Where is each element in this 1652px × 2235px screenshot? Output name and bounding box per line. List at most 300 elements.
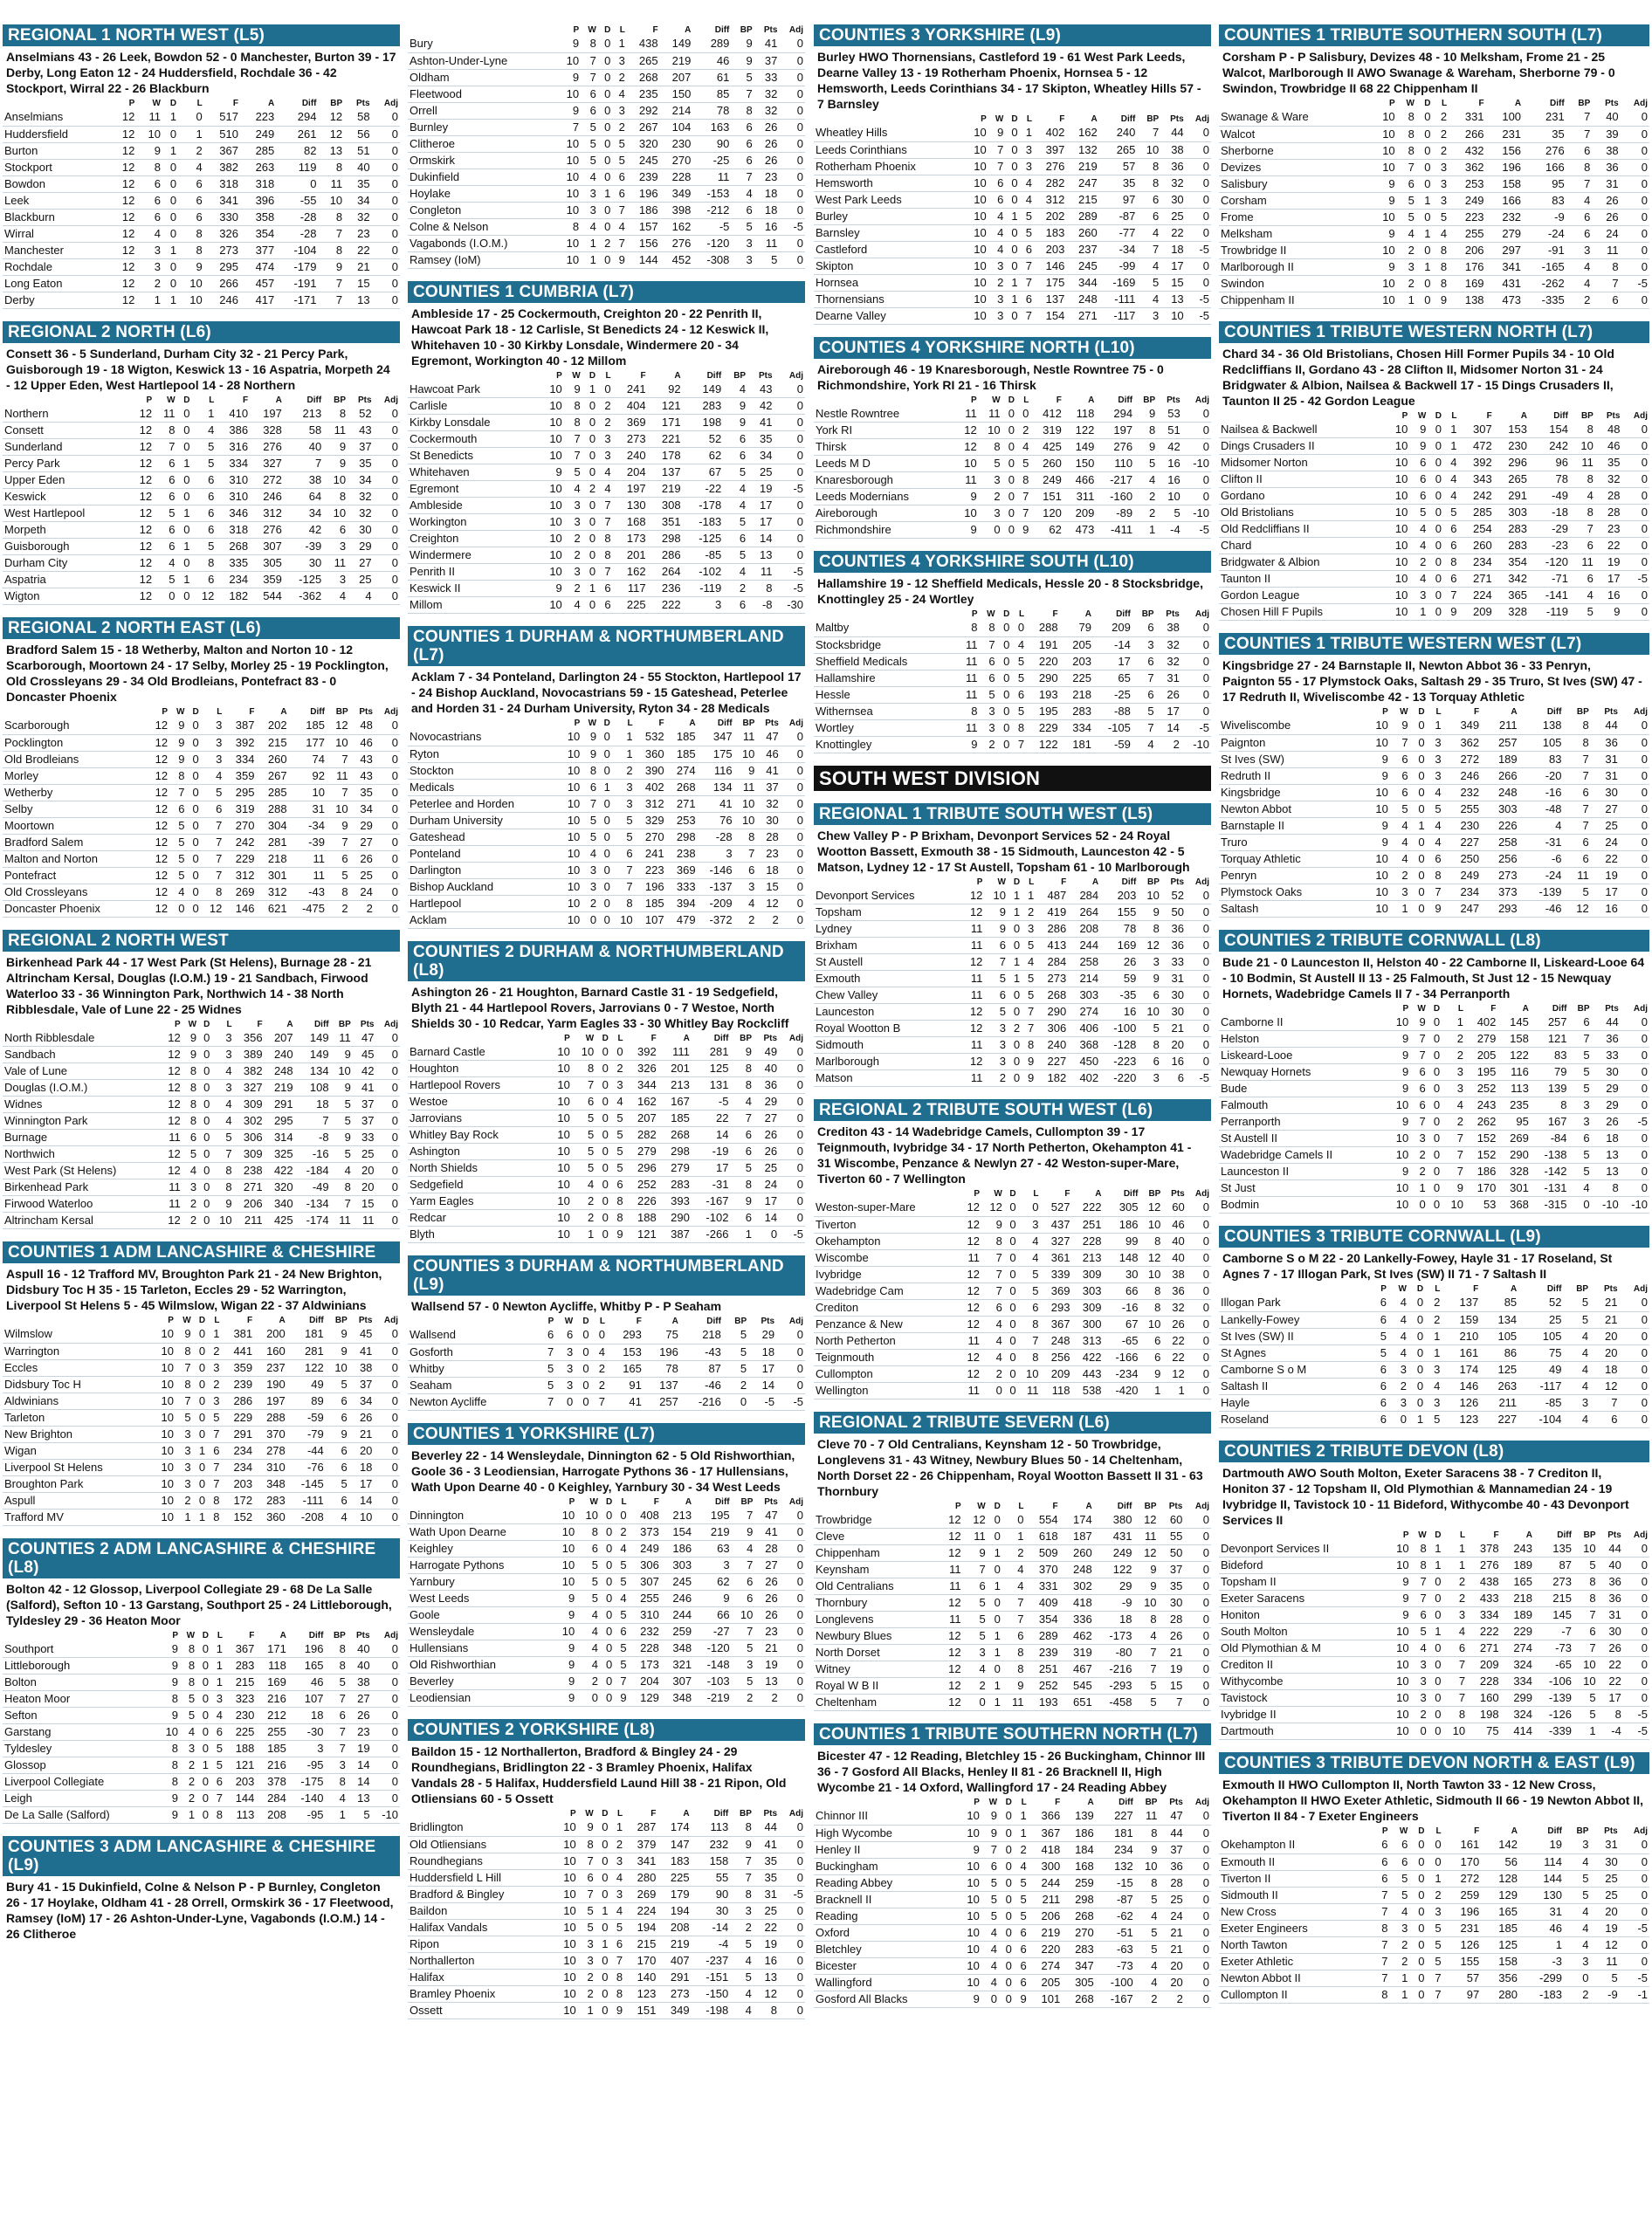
team-name: Sherborne <box>1219 142 1370 159</box>
stat-cell: 0 <box>999 1808 1014 1825</box>
stat-cell: 5 <box>576 1591 600 1607</box>
stat-cell: 0 <box>1187 1200 1211 1216</box>
stat-cell: 234 <box>1096 1841 1135 1858</box>
stat-cell: 9 <box>1427 900 1443 917</box>
table-row <box>814 1941 1211 1957</box>
team-name: Cullompton II <box>1219 1986 1373 2003</box>
stat-cell: 0 <box>372 275 400 292</box>
stat-cell: 340 <box>265 1196 295 1213</box>
stat-cell: 20 <box>1590 1328 1619 1344</box>
stat-cell: 90 <box>692 1886 731 1902</box>
stat-cell: 0 <box>779 168 805 185</box>
column-header: L <box>1021 1798 1027 1807</box>
stat-cell: 0 <box>1426 1853 1442 1870</box>
stat-cell: 296 <box>625 1160 658 1177</box>
stat-cell: 392 <box>1459 455 1494 471</box>
stat-cell: 0 <box>600 1508 614 1524</box>
stat-cell: 234 <box>222 1459 255 1475</box>
column-header: D <box>1008 395 1015 405</box>
stat-cell: 0 <box>1428 1640 1443 1657</box>
stat-cell: 369 <box>613 415 648 431</box>
team-name: Jarrovians <box>408 1111 547 1127</box>
stat-cell: -5 <box>1186 291 1211 307</box>
table-row <box>408 829 805 845</box>
match-results: Anselmians 43 - 26 Leek, Bowdon 52 - 0 Manchester, Burton 39 - 17 Derby, Long Eaton 12 - 24 Huddersfield, Rochdale 36 - 42 Stockport, Wirral 22 - 26 Blackburn <box>6 50 396 95</box>
stat-cell: 174 <box>1442 1361 1480 1378</box>
stat-cell: 8 <box>1570 422 1595 438</box>
stat-cell: 0 <box>177 472 192 489</box>
stat-cell: 0 <box>1621 554 1649 571</box>
stat-cell: 0 <box>375 1179 400 1196</box>
stat-cell: 0 <box>999 1941 1014 1957</box>
stat-cell: 0 <box>374 1509 400 1525</box>
stat-cell: 249 <box>1443 867 1482 884</box>
stat-cell: 30 <box>1161 1004 1186 1021</box>
table-row <box>1219 850 1649 867</box>
stat-cell: 91 <box>607 1377 644 1393</box>
stat-cell: 2 <box>1390 867 1410 884</box>
stat-cell: -420 <box>1103 1382 1139 1399</box>
stat-cell: -5 <box>1621 1114 1649 1131</box>
stat-cell: 113 <box>1497 1081 1530 1097</box>
column-header: P <box>1388 99 1395 108</box>
stat-cell: 215 <box>1066 191 1098 208</box>
stat-cell: 8 <box>210 1807 224 1824</box>
stat-cell: 10 <box>1570 438 1595 455</box>
stat-cell: 44 <box>1159 1825 1184 1841</box>
team-name: Hawcoat Park <box>408 382 539 398</box>
stat-cell: 227 <box>1036 1054 1068 1070</box>
column-header: F <box>658 719 664 728</box>
column-header: F <box>257 1019 263 1029</box>
stat-cell: 10 <box>557 235 581 251</box>
stat-cell: 1 <box>325 1807 347 1824</box>
stat-cell: 52 <box>1518 1295 1563 1311</box>
stat-cell: 4 <box>1388 1311 1408 1328</box>
stat-cell: 1 <box>578 2002 595 2018</box>
stat-cell: 10 <box>547 1144 571 1160</box>
stat-cell: 249 <box>240 126 276 142</box>
stat-cell: 13 <box>319 142 345 159</box>
stat-cell: 29 <box>748 1327 776 1344</box>
stat-cell: 3 <box>1132 636 1156 653</box>
stat-cell: 9 <box>981 1825 999 1841</box>
stat-cell: 10 <box>957 1908 981 1924</box>
team-name: Colne & Nelson <box>408 218 557 235</box>
stat-cell: 30 <box>692 1902 731 1919</box>
stat-cell: 0 <box>1620 1411 1649 1427</box>
table-row <box>814 1645 1211 1661</box>
stat-cell: 188 <box>224 1741 256 1757</box>
league-table <box>1219 706 1649 918</box>
stat-cell: 8 <box>182 1063 198 1080</box>
stat-cell: 57 <box>1443 1970 1482 1986</box>
stat-cell: 6 <box>191 522 216 539</box>
stat-cell: 2 <box>732 1690 755 1707</box>
stat-cell: 10 <box>547 1111 571 1127</box>
team-name: Ramsey (IoM) <box>408 251 557 268</box>
stat-cell: 276 <box>250 439 284 456</box>
stat-cell: -4 <box>1598 1723 1623 1740</box>
table-row <box>3 159 400 175</box>
stat-cell: 8 <box>1139 1299 1162 1316</box>
stat-cell: 5 <box>609 1919 624 1936</box>
stat-cell: 0 <box>1410 867 1427 884</box>
stat-cell: 1 <box>1390 900 1410 917</box>
stat-cell: 32 <box>1162 1299 1186 1316</box>
stat-cell: 16 <box>1157 472 1182 489</box>
stat-cell: 6 <box>207 1442 221 1459</box>
stat-cell: 1 <box>1428 1624 1443 1640</box>
stat-cell: 0 <box>1620 817 1649 834</box>
stat-cell: 229 <box>1026 719 1059 736</box>
stat-cell: 0 <box>372 1708 400 1724</box>
stat-cell: 10 <box>349 1509 375 1525</box>
stat-cell: 11 <box>327 767 350 784</box>
stat-cell: 219 <box>265 1080 295 1097</box>
stat-cell: 5 <box>614 1657 628 1674</box>
stat-cell: 2 <box>1397 242 1416 258</box>
stat-cell: 294 <box>1096 406 1134 423</box>
stat-cell: 12 <box>959 1233 981 1249</box>
stat-cell: 7 <box>325 1724 347 1741</box>
league-table <box>1219 1826 1649 2004</box>
stat-cell: 12 <box>161 1163 182 1179</box>
stat-cell: 361 <box>1040 1249 1071 1266</box>
stat-cell: -27 <box>693 1624 732 1640</box>
stat-cell: 228 <box>629 1640 661 1657</box>
column-header: BP <box>1146 114 1160 124</box>
team-name: Ashton-Under-Lyne <box>408 52 557 69</box>
stat-cell: 10 <box>572 1044 595 1061</box>
stat-cell: 78 <box>1529 471 1570 488</box>
stat-cell: 1 <box>1005 291 1019 307</box>
stat-cell: 0 <box>1620 1394 1649 1411</box>
stat-cell: 304 <box>257 817 289 834</box>
stat-cell: 418 <box>1029 1841 1063 1858</box>
stat-cell: 10 <box>539 481 564 498</box>
stat-cell: 0 <box>198 1030 211 1047</box>
stat-cell: 0 <box>1620 1953 1649 1970</box>
stat-cell: 229 <box>1501 1624 1534 1640</box>
stat-cell: 246 <box>661 1591 693 1607</box>
stat-cell: 0 <box>779 1044 805 1061</box>
stat-cell: 334 <box>216 456 250 472</box>
stat-cell: -10 <box>1182 456 1211 472</box>
stat-cell: 4 <box>612 218 626 235</box>
stat-cell: 10 <box>1018 1365 1041 1382</box>
column-header: Adj <box>1194 1798 1209 1807</box>
stat-cell: 18 <box>288 1708 326 1724</box>
team-name: Hemsworth <box>814 175 965 191</box>
stat-cell: 1 <box>988 1645 1002 1661</box>
stat-cell: 1 <box>176 1509 193 1525</box>
stat-cell: 311 <box>1063 489 1096 505</box>
column-header: Adj <box>1194 114 1209 124</box>
stat-cell: 0 <box>779 1193 805 1210</box>
column-header: L <box>617 1033 623 1043</box>
team-name: Workington <box>408 514 539 531</box>
stat-cell: 310 <box>216 489 250 505</box>
table-row <box>3 801 400 817</box>
stat-cell: 7 <box>614 1674 628 1690</box>
stat-cell: 9 <box>1387 1164 1410 1180</box>
league-title: COUNTIES 1 DURHAM & NORTHUMBERLAND (L7) <box>408 626 805 666</box>
stat-cell: 0 <box>374 505 400 522</box>
column-header: D <box>169 99 177 108</box>
stat-cell: 232 <box>629 1624 661 1640</box>
stat-cell: 6 <box>1372 1394 1388 1411</box>
column-header: Diff <box>1546 707 1562 717</box>
stat-cell: 35 <box>1595 455 1622 471</box>
stat-cell: 7 <box>1020 307 1034 324</box>
stat-cell: 0 <box>1620 751 1649 767</box>
team-name: Ashington <box>408 1144 547 1160</box>
team-name: Knottingley <box>814 736 956 753</box>
stat-cell: 324 <box>1501 1707 1534 1723</box>
stat-cell: 7 <box>597 514 612 531</box>
stat-cell: 307 <box>1459 422 1494 438</box>
stat-cell: 7 <box>731 86 754 102</box>
stat-cell: 0 <box>1408 1311 1425 1328</box>
stat-cell: 0 <box>1018 1200 1041 1216</box>
stat-cell: 0 <box>177 522 192 539</box>
stat-cell: 3 <box>582 862 598 878</box>
stat-cell: 621 <box>257 900 289 917</box>
column-header: L <box>1451 410 1457 421</box>
table-row <box>408 581 805 597</box>
stat-cell: 18 <box>1160 241 1185 258</box>
stat-cell: 0 <box>781 845 805 862</box>
table-row <box>3 1724 400 1741</box>
stat-cell: 0 <box>774 448 806 464</box>
stat-cell: 10 <box>557 86 581 102</box>
stat-cell: 11 <box>161 1130 182 1146</box>
stat-cell: 0 <box>999 1858 1014 1874</box>
stat-cell: 25 <box>353 1146 376 1163</box>
stat-cell: 5 <box>981 1891 999 1908</box>
stat-cell: 9 <box>1432 292 1449 308</box>
column-header: Pts <box>765 719 779 728</box>
table-row <box>3 1047 400 1063</box>
table-row <box>814 888 1211 904</box>
league-table <box>3 395 400 606</box>
stat-cell: 0 <box>780 1591 805 1607</box>
team-name: Glossop <box>3 1757 157 1774</box>
stat-cell: 3 <box>1432 159 1449 175</box>
stat-cell: 11 <box>939 1578 963 1595</box>
team-name: Wadebridge Camels II <box>1219 1147 1387 1164</box>
stat-cell: 13 <box>1592 1147 1621 1164</box>
stat-cell: 12 <box>111 209 137 225</box>
stat-cell: 255 <box>629 1591 661 1607</box>
stat-cell: 0 <box>372 209 400 225</box>
stat-cell: 4 <box>326 1509 349 1525</box>
stat-cell: 14 <box>747 531 774 547</box>
stat-cell: 9 <box>1387 1048 1410 1064</box>
stat-cell: 8 <box>1011 719 1026 736</box>
table-row <box>814 736 1211 753</box>
stat-cell: 26 <box>754 1144 779 1160</box>
stat-cell: -111 <box>1099 291 1138 307</box>
stat-cell: 10 <box>539 498 564 514</box>
stat-cell: 0 <box>1004 1332 1018 1349</box>
stat-cell: 268 <box>1062 1908 1096 1924</box>
stat-cell: 12 <box>161 1146 182 1163</box>
stat-cell: 35 <box>747 431 774 448</box>
stat-cell: 0 <box>1428 1574 1443 1591</box>
stat-cell: 13 <box>747 547 774 564</box>
match-results: Consett 36 - 5 Sunderland, Durham City 32 - 21 Percy Park, Guisborough 19 - 18 Wigton, Keswick 13 - 16 Aspatria, Morpeth 24 - 12 Upper Eden, West Hartlepool 14 - 28 Northern <box>6 346 390 392</box>
stat-cell: 0 <box>374 588 400 605</box>
stat-cell: 0 <box>774 498 806 514</box>
stat-cell: 20 <box>1590 1344 1619 1361</box>
stat-cell: 6 <box>1570 538 1595 554</box>
league-table <box>3 1019 400 1230</box>
stat-cell: 9 <box>734 762 757 779</box>
stat-cell: 10 <box>1370 142 1397 159</box>
stat-cell: 8 <box>1427 867 1443 884</box>
stat-cell: 349 <box>1443 718 1482 734</box>
stat-cell: 8 <box>1133 1612 1158 1628</box>
stat-cell: 181 <box>1060 736 1093 753</box>
stat-cell: 0 <box>598 729 612 746</box>
stat-cell: 10 <box>1370 242 1397 258</box>
stat-cell: 7 <box>1018 1332 1041 1349</box>
column-header: BP <box>1580 410 1593 421</box>
stat-cell: 3 <box>610 1077 625 1094</box>
stat-cell: 0 <box>1409 1903 1426 1920</box>
stat-cell: 50 <box>1161 904 1186 921</box>
stat-cell: 12 <box>1139 1200 1162 1216</box>
stat-cell: 25 <box>1159 1891 1184 1908</box>
stat-cell: 11 <box>289 850 327 867</box>
stat-cell: 23 <box>754 1624 779 1640</box>
stat-cell: 10 <box>553 1624 576 1640</box>
stat-cell: 6 <box>154 472 176 489</box>
stat-cell: 8 <box>1573 1591 1598 1607</box>
stat-cell: 2 <box>1397 275 1416 292</box>
column-header: L <box>1019 609 1025 619</box>
stat-cell: 9 <box>957 1841 981 1858</box>
stat-cell: 0 <box>1185 1908 1211 1924</box>
stat-cell: 4 <box>609 1869 624 1886</box>
stat-cell: 4 <box>348 588 374 605</box>
stat-cell: 0 <box>576 1690 600 1707</box>
stat-cell: 0 <box>372 126 400 142</box>
stat-cell: -87 <box>1099 208 1138 224</box>
stat-cell: 356 <box>1481 1970 1519 1986</box>
stat-cell: 185 <box>256 1741 287 1757</box>
stat-cell: 26 <box>754 1591 779 1607</box>
stat-cell: 312 <box>224 867 256 884</box>
stat-cell: 24 <box>1159 1908 1184 1924</box>
stat-cell: 2 <box>1564 1986 1590 2003</box>
stat-cell: 12 <box>146 900 169 917</box>
stat-cell: 0 <box>780 1640 805 1657</box>
stat-cell: 10 <box>152 1393 176 1409</box>
stat-cell: 203 <box>1060 653 1093 670</box>
stat-cell: 2 <box>734 911 757 928</box>
stat-cell: 125 <box>692 1061 731 1077</box>
stat-cell: 457 <box>240 275 276 292</box>
stat-cell: 36 <box>1161 921 1186 938</box>
table-row <box>1219 209 1649 225</box>
team-name: Bridgwater & Albion <box>1219 554 1384 571</box>
stat-cell: 7 <box>201 850 224 867</box>
stat-cell: 19 <box>754 1657 779 1674</box>
table-row <box>408 464 805 481</box>
stat-cell: -120 <box>693 1640 732 1657</box>
stat-cell: 9 <box>731 52 754 69</box>
stat-cell: 1 <box>582 382 597 398</box>
stat-cell: 280 <box>624 1869 657 1886</box>
stat-cell: 263 <box>240 159 276 175</box>
stat-cell: -150 <box>692 1985 731 2002</box>
stat-cell: 4 <box>1442 1624 1467 1640</box>
stat-cell: 56 <box>1481 1853 1519 1870</box>
stat-cell: 305 <box>250 555 284 572</box>
stat-cell: 12 <box>129 522 154 539</box>
column-header: D <box>192 707 199 717</box>
column-header: P <box>971 609 978 619</box>
stat-cell: 285 <box>1459 505 1494 521</box>
stat-cell: 5 <box>1564 1295 1591 1311</box>
team-name: Liskeard-Looe <box>1219 1048 1387 1064</box>
stat-cell: 6 <box>326 1393 349 1409</box>
stat-cell: 0 <box>1621 225 1649 242</box>
column-header: P <box>971 395 977 405</box>
stat-cell: 0 <box>1416 175 1433 192</box>
stat-cell: 105 <box>1519 734 1564 751</box>
stat-cell: 0 <box>1621 192 1649 209</box>
stat-cell: 35 <box>1099 175 1138 191</box>
stat-cell: 6 <box>201 801 224 817</box>
stat-cell: 4 <box>730 1952 754 1969</box>
stat-cell: 7 <box>319 275 345 292</box>
table-row <box>3 718 400 734</box>
stat-cell: 1 <box>162 292 178 308</box>
stat-cell: 0 <box>1002 1512 1026 1529</box>
stat-cell: 7 <box>578 1886 595 1902</box>
column-header: BP <box>1145 1798 1158 1807</box>
stat-cell: 0 <box>1408 1295 1425 1311</box>
stat-cell: 0 <box>600 1657 614 1674</box>
stat-cell: 8 <box>331 1179 353 1196</box>
stat-cell: 0 <box>780 1624 805 1640</box>
stat-cell: 196 <box>288 1641 326 1658</box>
stat-cell: 4 <box>1397 225 1416 242</box>
stat-cell: 16 <box>1100 1004 1138 1021</box>
stat-cell: 0 <box>781 829 805 845</box>
stat-cell: 10 <box>1370 159 1397 175</box>
stat-cell: -46 <box>680 1377 723 1393</box>
league-table <box>1219 98 1649 309</box>
stat-cell: 116 <box>698 762 734 779</box>
stat-cell: 52 <box>683 431 724 448</box>
column-header: W <box>585 1809 594 1819</box>
stat-cell: 0 <box>1181 620 1211 636</box>
stat-cell: 0 <box>997 636 1012 653</box>
team-name: Goole <box>408 1607 553 1624</box>
stat-cell: 6 <box>1014 1941 1029 1957</box>
stat-cell: 21 <box>349 1426 375 1442</box>
stat-cell: 2 <box>1135 1991 1160 2007</box>
stat-cell: 5 <box>1134 456 1157 472</box>
stat-cell: 10 <box>547 1160 571 1177</box>
stat-cell: 0 <box>1004 1316 1018 1332</box>
stat-cell: -43 <box>289 884 327 900</box>
